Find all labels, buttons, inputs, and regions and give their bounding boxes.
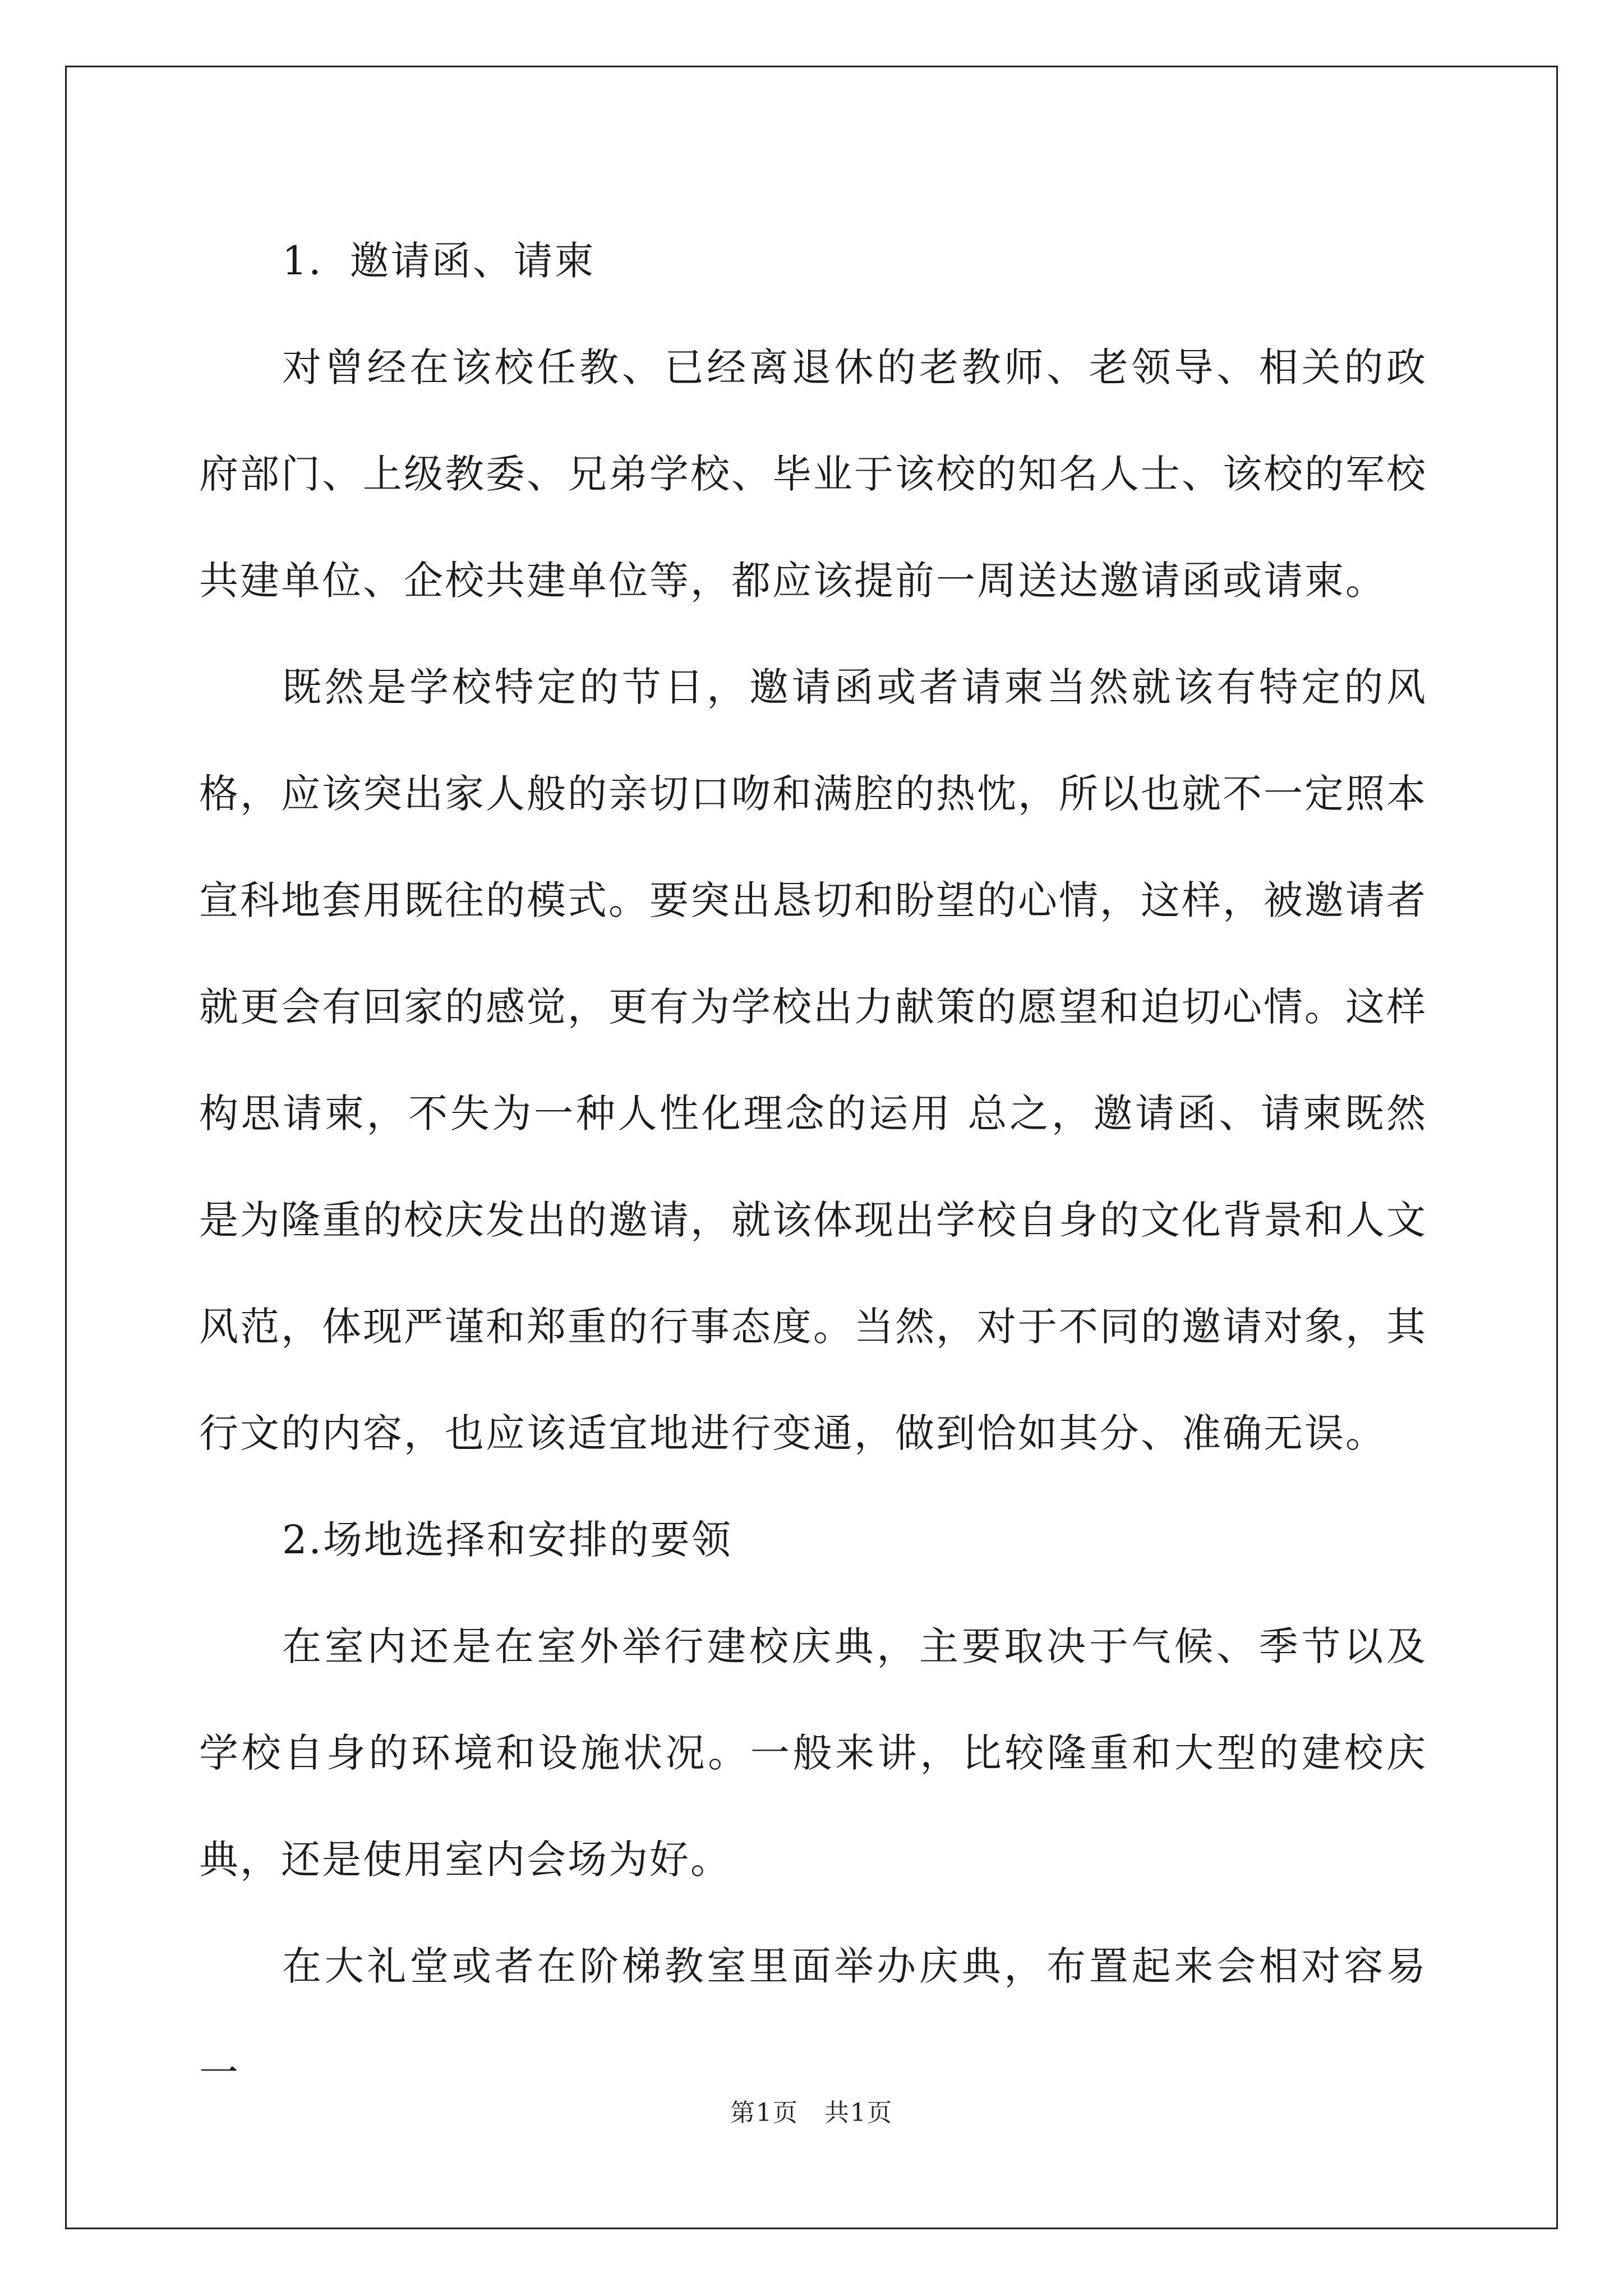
page-footer: 第1页 共1页: [730, 2099, 893, 2127]
paragraph-invitation-recipients: 对曾经在该校任教、已经离退休的老教师、老领导、相关的政府部门、上级教委、兄弟学校、毕业于该校的知名人士、该校的军校共建单位、企校共建单位等，都应该提前一周送达邀请函或请柬。: [199, 344, 1427, 604]
paragraph-invitation-style: 既然是学校特定的节日，邀请函或者请柬当然就该有特定的风格，应该突出家人般的亲切口吻和满腔的热忱，所以也就不一定照本宣科地套用既往的模式。要突出恳切和盼望的心情，这样，被邀请者就更会有回家的感觉，更有为学校出力献策的愿望和迫切心情。这样构思请柬，不失为一种人性化理念的运用 总之，邀请函、请柬既然是为隆重的校庆发出的邀请，就该体现出学校自身的文化背景和人文风范，体现严谨和郑重的行事态度。当然，对于不同的邀请对象，其行文的内容，也应该适宜地进行变通，做到恰如其分、准确无误。: [199, 664, 1427, 1456]
document-body: [199, 208, 1427, 2126]
section-heading-venue: 2.场地选择和安排的要领: [282, 1517, 732, 1563]
paragraph-venue-indoor: 在大礼堂或者在阶梯教室里面举办庆典，布置起来会相对容易一: [199, 1943, 1427, 2096]
section-heading-invitations: 1．邀请函、请柬: [282, 238, 596, 284]
paragraph-venue-choice: 在室内还是在室外举行建校庆典，主要取决于气候、季节以及学校自身的环境和设施状况。一般来讲，比较隆重和大型的建校庆典，还是使用室内会场为好。: [199, 1623, 1427, 1883]
